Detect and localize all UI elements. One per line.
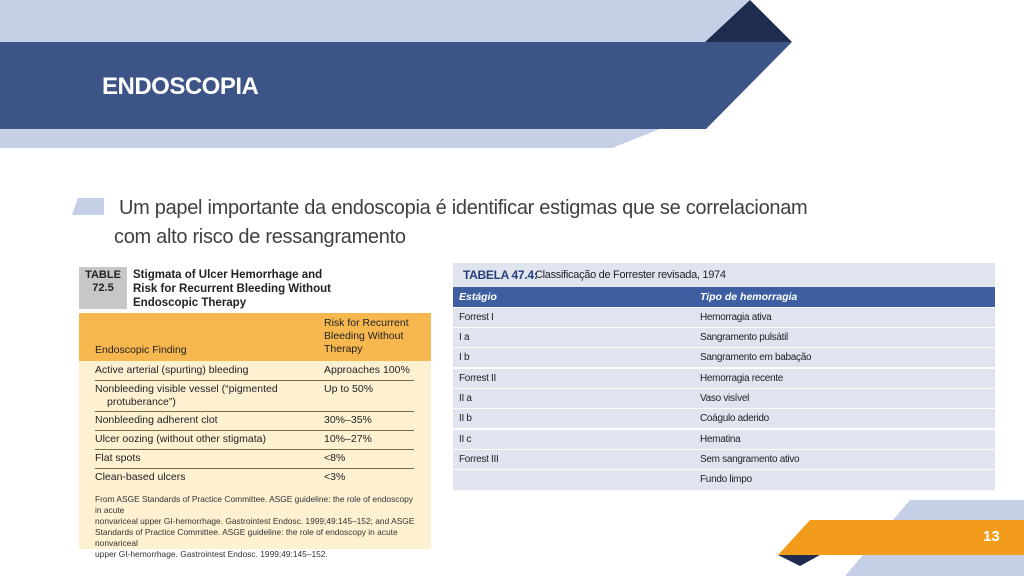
finding-cell: [95, 383, 315, 409]
stage-cell: II b: [459, 413, 472, 424]
lead-text: [114, 194, 874, 252]
stage-cell: Forrest II: [459, 373, 497, 384]
table-row: [453, 409, 995, 428]
finding-cell: Clean-based ulcers: [95, 471, 186, 483]
table-row: [453, 389, 995, 408]
risk-cell: Approaches 100%: [324, 364, 410, 376]
table-number-tag: [79, 267, 127, 309]
stage-cell: I b: [459, 352, 470, 363]
forrest-table-caption: [453, 263, 995, 287]
type-cell: Fundo limpo: [700, 474, 752, 485]
table-title-line: Risk for Recurrent Bleeding Without: [133, 283, 331, 295]
type-cell: Hemorragia recente: [700, 373, 783, 384]
table-row: [453, 308, 995, 327]
stage-cell: Forrest I: [459, 312, 494, 323]
finding-cell: Ulcer oozing (without other stigmata): [95, 433, 266, 445]
table-tag-label: TABLE: [85, 269, 121, 281]
column-header-finding: Endoscopic Finding: [95, 344, 187, 356]
page-number: 13: [983, 528, 1000, 545]
finding-cell: Flat spots: [95, 452, 141, 464]
source-note-line: upper GI-hemorrhage. Gastrointest Endosc. 1999;49:145–152.: [95, 549, 328, 559]
source-note-line: Standards of Practice Committee. ASGE guideline: the role of endoscopy in acute nonvariceal: [95, 527, 398, 548]
top-light-band: [0, 0, 750, 42]
table-row: [453, 430, 995, 449]
table-row: [95, 380, 414, 412]
type-cell: Sangramento em babação: [700, 352, 812, 363]
stigmata-table-title: [133, 268, 423, 310]
table-row: [95, 449, 414, 469]
finding-cell: Nonbleeding adherent clot: [95, 414, 218, 426]
lead-text-line: com alto risco de ressangramento: [114, 226, 406, 248]
finding-cell: Active arterial (spurting) bleeding: [95, 364, 249, 376]
type-cell: Hemorragia ativa: [700, 312, 772, 323]
table-row: [95, 361, 414, 381]
table-title-line: Endoscopic Therapy: [133, 297, 247, 309]
type-cell: Coágulo aderido: [700, 413, 769, 424]
finding-cell-line: protuberance”): [107, 396, 176, 408]
table-row: [95, 468, 414, 487]
risk-cell: <3%: [324, 471, 346, 483]
table-row: [453, 369, 995, 388]
column-header-type: Tipo de hemorragia: [700, 291, 798, 303]
type-cell: Vaso visível: [700, 393, 750, 404]
forrest-table-title: Classificação de Forrester revisada, 1974: [535, 269, 726, 281]
stage-cell: II c: [459, 434, 472, 445]
type-cell: Hematina: [700, 434, 741, 445]
column-header-risk-line: Therapy: [324, 343, 363, 355]
risk-cell: <8%: [324, 452, 346, 464]
table-source-note: [95, 494, 417, 560]
risk-cell: Up to 50%: [324, 383, 374, 395]
type-cell: Sem sangramento ativo: [700, 454, 800, 465]
bottom-light-band: [0, 129, 660, 148]
table-row: [453, 450, 995, 469]
risk-cell: 10%–27%: [324, 433, 372, 445]
column-header-risk-line: Bleeding Without: [324, 330, 404, 342]
footer-navy-notch: [778, 555, 820, 566]
risk-cell: 30%–35%: [324, 414, 372, 426]
stigmata-table-header: [79, 265, 431, 313]
table-row: [95, 411, 414, 431]
finding-cell-line: Nonbleeding visible vessel (“pigmented: [95, 383, 278, 395]
type-cell: Sangramento pulsátil: [700, 332, 788, 343]
stage-cell: Forrest III: [459, 454, 499, 465]
stigmata-table: [79, 265, 431, 559]
source-note-line: From ASGE Standards of Practice Committee. ASGE guideline: the role of endoscopy in acute: [95, 494, 413, 515]
table-row: [95, 430, 414, 450]
lead-text-line: Um papel importante da endoscopia é identificar estigmas que se correlacionam: [119, 197, 808, 219]
column-header-stage: Estágio: [459, 291, 497, 303]
table-tag-number: 72.5: [92, 282, 114, 294]
table-row: [453, 470, 995, 490]
stage-cell: II a: [459, 393, 472, 404]
column-header-risk: [324, 317, 424, 356]
forrest-table-header: [453, 287, 995, 307]
stage-cell: I a: [459, 332, 470, 343]
source-note-line: nonvariceal upper GI-hemorrhage. Gastrointest Endosc. 1999;49:145–152; and ASGE: [95, 516, 415, 526]
stigmata-column-headers: [79, 313, 431, 361]
forrest-table-label: TABELA 47.4:: [463, 268, 538, 282]
column-header-risk-line: Risk for Recurrent: [324, 317, 409, 329]
slide-title: ENDOSCOPIA: [102, 73, 259, 100]
table-title-line: Stigmata of Ulcer Hemorrhage and: [133, 269, 323, 281]
forrest-classification-table: [453, 263, 995, 490]
table-row: [453, 348, 995, 367]
table-row: [453, 328, 995, 347]
